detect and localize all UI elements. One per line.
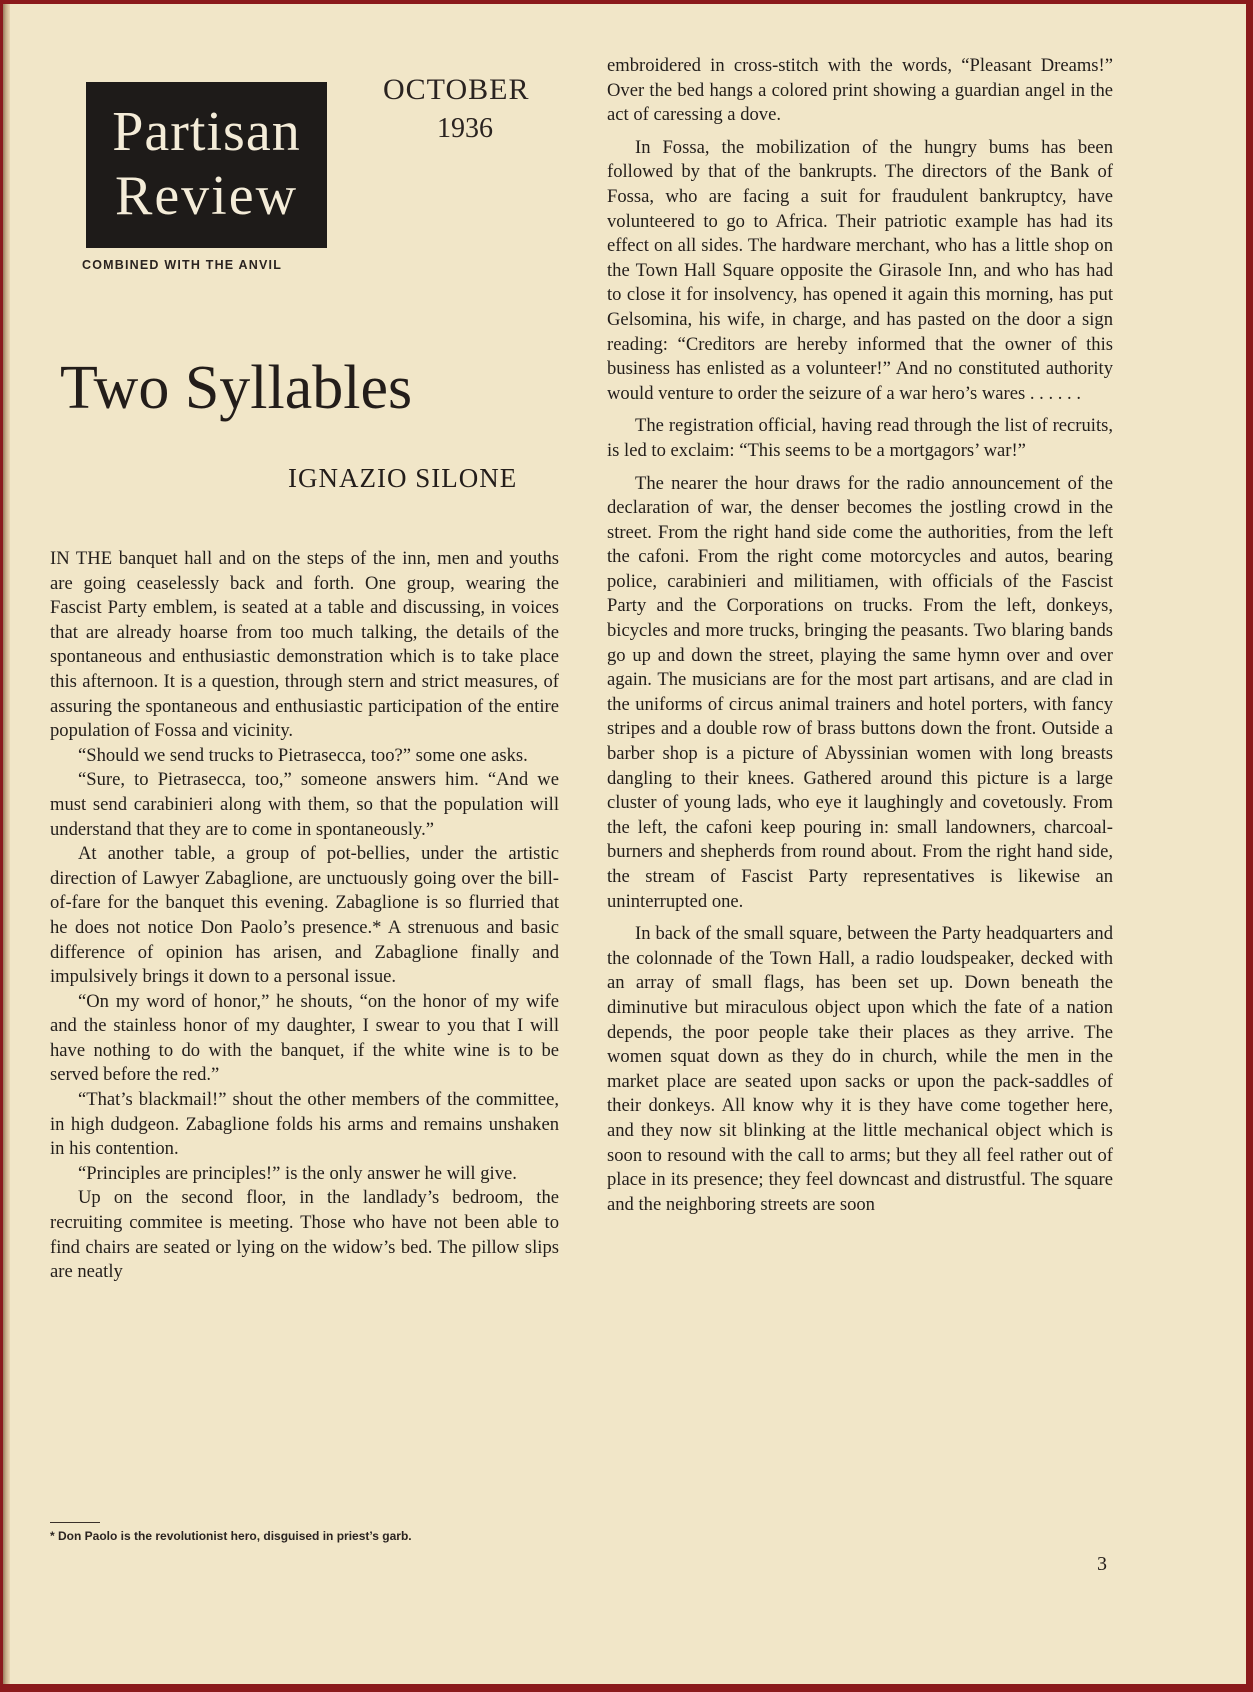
page-edge-top	[0, 0, 1253, 4]
paragraph: “Sure, to Pietrasecca, too,” someone answers him. “And we must send carabinieri along with them, so that the population will understand that they are to come in spontaneously.”	[50, 769, 559, 840]
masthead-line-2: Review	[114, 165, 299, 227]
paragraph: In Fossa, the mobilization of the hungry bums has been followed by that of the bankrupts. The directors of the Bank of Fossa, who are facing a suit for fraudulent bankruptcy, have volunteered to go to Africa. Their patriotic example has had its effect on all sides. The hardware merchant, who has a little shop on the Town Hall Square opposite the Girasole Inn, and who has had to close it for insolvency, has opened it again this morning, has put Gelsomina, his wife, in charge, and has pasted on the door a sign reading: “Creditors are hereby informed that the owner of this business has enlisted as a volunteer!” And no constituted authority would venture to order the seizure of a war hero’s wares . . . . . .	[607, 136, 1113, 404]
page-edge-bottom	[0, 1684, 1253, 1692]
paragraph: The nearer the hour draws for the radio announcement of the declaration of war, the denser becomes the jostling crowd in the street. From the right hand side come the authorities, from the left the cafoni. From the right come motorcycles and autos, bearing police, carabinieri and militiamen, with officials of the Fascist Party and the Corporations on trucks. From the left, donkeys, bicycles and more trucks, bringing the peasants. Two blaring bands go up and down the street, playing the same hymn over and over again. The musicians are for the most part artisans, and are clad in the uniforms of circus animal trainers and hotel porters, with fancy stripes and a double row of brass buttons down the front. Outside a barber shop is a picture of Abyssinian women with long breasts dangling to their knees. Gathered around this picture is a large cluster of young lads, who eye it laughingly and covetously. From the left, the cafoni keep pouring in: small landowners, charcoal-burners and shepherds from round about. From the right hand side, the stream of Fascist Party representatives is likewise an uninterrupted one.	[607, 472, 1113, 912]
paragraph: The registration official, having read through the list of recruits, is led to exclaim: “This seems to be a mortgagors’ war!”	[607, 415, 1113, 461]
article-title: Two Syllables	[60, 354, 413, 422]
page-number: 3	[1097, 1553, 1107, 1575]
page-edge-right	[1246, 0, 1253, 1692]
issue-year: 1936	[437, 113, 493, 144]
paragraph: “Should we send trucks to Pietrasecca, too?” some one asks.	[78, 744, 528, 766]
left-text-column	[50, 547, 559, 1285]
paragraph: “Principles are principles!” is the only answer he will give.	[78, 1162, 517, 1184]
paragraph: embroidered in cross-stitch with the words, “Pleasant Dreams!” Over the bed hangs a colored print showing a guardian angel in the act of caressing a dove.	[607, 55, 1113, 126]
right-text-column	[607, 54, 1113, 1217]
article-author: IGNAZIO SILONE	[288, 463, 518, 493]
page-edge-left	[0, 0, 3, 1692]
footnote-rule	[50, 1522, 100, 1523]
masthead-logo	[86, 82, 327, 248]
masthead-subhead: COMBINED WITH THE ANVIL	[82, 258, 283, 272]
paragraph: “That’s blackmail!” shout the other members of the committee, in high dudgeon. Zabaglione folds his arms and remains unshaken in his contention.	[50, 1089, 559, 1160]
paragraph: IN THE banquet hall and on the steps of the inn, men and youths are going ceaselessly back and forth. One group, wearing the Fascist Party emblem, is seated at a table and discussing, in voices that are already hoarse from too much talking, the details of the spontaneous and enthusiastic demonstration which is to take place this afternoon. It is a question, through stern and strict measures, of assuring the spontaneous and enthusiastic participation of the entire population of Fossa and vicinity.	[50, 548, 559, 742]
paragraph: Up on the second floor, in the landlady’s bedroom, the recruiting commitee is meeting. Those who have not been able to find chairs are seated or lying on the widow’s bed. The pillow slips are neatly	[50, 1187, 559, 1283]
masthead-line-1: Partisan	[112, 101, 301, 163]
paragraph: “On my word of honor,” he shouts, “on the honor of my wife and the stainless honor of my daughter, I swear to you that I will have nothing to do with the banquet, if the white wine is to be served before the red.”	[50, 990, 559, 1086]
paragraph: In back of the small square, between the Party headquarters and the colonnade of the Town Hall, a radio loudspeaker, decked with an array of small flags, has been set up. Down beneath the diminutive but miraculous object upon which the fate of a nation depends, the poor people take their places as they arrive. The women squat down as they do in church, while the men in the market place are seated upon sacks or upon the pack-saddles of their donkeys. All know why it is they have come together here, and they now sit blinking at the little mechanical object which is soon to resound with the call to arms; but they all feel rather out of place in its presence; they feel downcast and distrustful. The square and the neighboring streets are soon	[607, 923, 1113, 1215]
footnote: * Don Paolo is the revolutionist hero, disguised in priest’s garb.	[50, 1529, 412, 1543]
issue-month: OCTOBER	[383, 73, 530, 106]
paragraph: At another table, a group of pot-bellies, under the artistic direction of Lawyer Zabaglione, are unctuously going over the bill-of-fare for the banquet this evening. Zabaglione is so flurried that he does not notice Don Paolo’s presence.* A strenuous and basic difference of opinion has arisen, and Zabaglione finally and impulsively brings it down to a personal issue.	[50, 843, 559, 988]
